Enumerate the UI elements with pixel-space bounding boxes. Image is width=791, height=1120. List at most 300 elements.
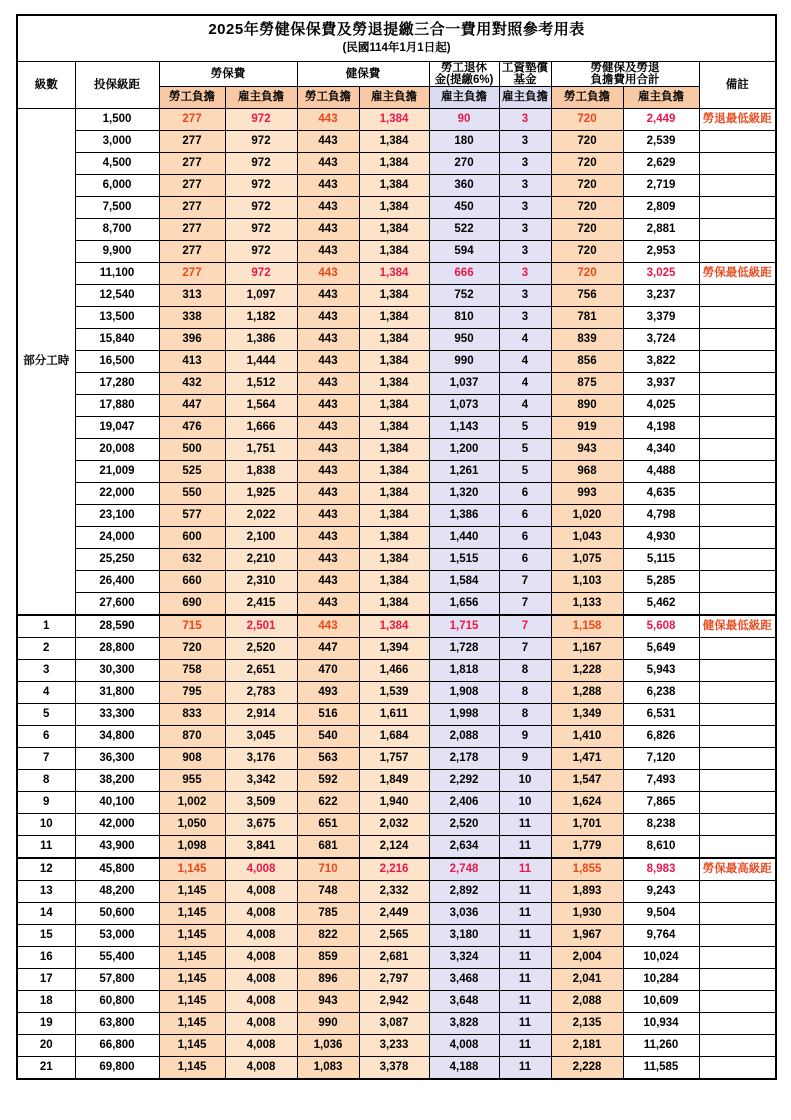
cell-labor-insurance-employer: 4,008: [225, 990, 297, 1012]
header-labor-pension: [429, 61, 499, 86]
cell-labor-pension: 1,200: [429, 438, 499, 460]
cell-total-employee: 1,167: [551, 637, 623, 659]
cell-level: 13: [17, 880, 75, 902]
cell-wage-arrears-fund: 6: [499, 504, 551, 526]
table-row: [17, 924, 776, 946]
cell-remark: [699, 946, 776, 968]
cell-health-insurance-employer: 1,384: [359, 416, 429, 438]
cell-health-insurance-employer: 1,384: [359, 284, 429, 306]
cell-labor-pension: 1,440: [429, 526, 499, 548]
table-row: [17, 284, 776, 306]
cell-total-employer: 7,493: [623, 769, 699, 791]
cell-health-insurance-employee: 681: [297, 835, 359, 858]
cell-remark: [699, 218, 776, 240]
cell-wage-arrears-fund: 5: [499, 438, 551, 460]
cell-health-insurance-employer: 1,384: [359, 394, 429, 416]
cell-total-employee: 919: [551, 416, 623, 438]
cell-remark: [699, 482, 776, 504]
cell-labor-insurance-employee: 396: [159, 328, 225, 350]
cell-labor-pension: 810: [429, 306, 499, 328]
cell-labor-insurance-employee: 1,145: [159, 1012, 225, 1034]
cell-wage-bracket: 12,540: [75, 284, 159, 306]
cell-labor-insurance-employer: 972: [225, 130, 297, 152]
cell-labor-insurance-employee: 277: [159, 196, 225, 218]
header-pension-employer: 雇主負擔: [429, 86, 499, 108]
cell-wage-bracket: 38,200: [75, 769, 159, 791]
cell-total-employer: 5,285: [623, 570, 699, 592]
cell-wage-bracket: 17,880: [75, 394, 159, 416]
cell-wage-arrears-fund: 3: [499, 218, 551, 240]
header-wage-arrears: [499, 61, 551, 86]
cell-labor-insurance-employee: 277: [159, 218, 225, 240]
cell-wage-bracket: 60,800: [75, 990, 159, 1012]
cell-level: 21: [17, 1056, 75, 1079]
cell-labor-insurance-employee: 313: [159, 284, 225, 306]
cell-labor-insurance-employee: 277: [159, 262, 225, 284]
cell-wage-arrears-fund: 11: [499, 990, 551, 1012]
cell-labor-pension: 3,648: [429, 990, 499, 1012]
cell-total-employee: 1,701: [551, 813, 623, 835]
cell-total-employee: 875: [551, 372, 623, 394]
cell-total-employer: 6,238: [623, 681, 699, 703]
cell-labor-pension: 2,406: [429, 791, 499, 813]
cell-labor-insurance-employer: 1,386: [225, 328, 297, 350]
cell-labor-insurance-employee: 1,002: [159, 791, 225, 813]
cell-health-insurance-employee: 1,036: [297, 1034, 359, 1056]
table-row: [17, 747, 776, 769]
cell-level: 19: [17, 1012, 75, 1034]
cell-remark: [699, 769, 776, 791]
cell-labor-pension: 752: [429, 284, 499, 306]
cell-remark: [699, 681, 776, 703]
table-row: [17, 196, 776, 218]
cell-labor-insurance-employee: 908: [159, 747, 225, 769]
cell-total-employer: 2,539: [623, 130, 699, 152]
cell-labor-insurance-employee: 338: [159, 306, 225, 328]
cell-remark: 勞退最低級距: [699, 108, 776, 130]
table-row: [17, 902, 776, 924]
cell-health-insurance-employer: 3,233: [359, 1034, 429, 1056]
cell-remark: 勞保最低級距: [699, 262, 776, 284]
cell-health-insurance-employee: 540: [297, 725, 359, 747]
cell-labor-insurance-employer: 2,520: [225, 637, 297, 659]
cell-health-insurance-employee: 785: [297, 902, 359, 924]
cell-labor-insurance-employee: 525: [159, 460, 225, 482]
cell-total-employee: 720: [551, 108, 623, 130]
cell-health-insurance-employer: 3,378: [359, 1056, 429, 1079]
cell-total-employer: 2,629: [623, 152, 699, 174]
cell-labor-pension: 990: [429, 350, 499, 372]
cell-total-employee: 720: [551, 130, 623, 152]
cell-wage-arrears-fund: 11: [499, 902, 551, 924]
cell-remark: [699, 968, 776, 990]
cell-wage-bracket: 40,100: [75, 791, 159, 813]
cell-total-employer: 9,504: [623, 902, 699, 924]
cell-labor-insurance-employee: 1,145: [159, 924, 225, 946]
cell-remark: [699, 174, 776, 196]
cell-labor-insurance-employee: 632: [159, 548, 225, 570]
table-row: [17, 460, 776, 482]
cell-labor-pension: 360: [429, 174, 499, 196]
table-row: [17, 1034, 776, 1056]
table-row: [17, 174, 776, 196]
table-row: [17, 858, 776, 881]
header-labor-pension-line1: 勞工退休: [441, 61, 487, 74]
cell-wage-arrears-fund: 11: [499, 946, 551, 968]
cell-labor-insurance-employee: 277: [159, 152, 225, 174]
cell-health-insurance-employer: 1,384: [359, 372, 429, 394]
cell-labor-insurance-employer: 4,008: [225, 880, 297, 902]
cell-total-employee: 1,855: [551, 858, 623, 881]
cell-total-employee: 1,410: [551, 725, 623, 747]
cell-wage-arrears-fund: 11: [499, 813, 551, 835]
cell-labor-pension: 1,656: [429, 592, 499, 615]
cell-wage-arrears-fund: 6: [499, 482, 551, 504]
cell-health-insurance-employee: 443: [297, 108, 359, 130]
cell-health-insurance-employee: 443: [297, 174, 359, 196]
cell-remark: [699, 791, 776, 813]
table-row: [17, 703, 776, 725]
cell-level: 5: [17, 703, 75, 725]
cell-health-insurance-employee: 470: [297, 659, 359, 681]
cell-health-insurance-employee: 443: [297, 592, 359, 615]
cell-health-insurance-employee: 443: [297, 394, 359, 416]
cell-wage-bracket: 63,800: [75, 1012, 159, 1034]
cell-total-employer: 7,120: [623, 747, 699, 769]
cell-labor-insurance-employee: 1,145: [159, 858, 225, 881]
cell-labor-insurance-employer: 3,176: [225, 747, 297, 769]
cell-labor-insurance-employee: 758: [159, 659, 225, 681]
cell-labor-insurance-employer: 1,564: [225, 394, 297, 416]
cell-wage-bracket: 27,600: [75, 592, 159, 615]
header-remark: 備註: [699, 61, 776, 108]
cell-labor-insurance-employer: 2,310: [225, 570, 297, 592]
cell-health-insurance-employer: 1,384: [359, 108, 429, 130]
cell-total-employer: 3,237: [623, 284, 699, 306]
cell-health-insurance-employee: 563: [297, 747, 359, 769]
cell-labor-insurance-employee: 577: [159, 504, 225, 526]
cell-wage-arrears-fund: 4: [499, 328, 551, 350]
cell-wage-bracket: 25,250: [75, 548, 159, 570]
cell-wage-arrears-fund: 10: [499, 769, 551, 791]
header-total-employee: 勞工負擔: [551, 86, 623, 108]
cell-remark: [699, 637, 776, 659]
cell-health-insurance-employer: 1,384: [359, 328, 429, 350]
cell-health-insurance-employer: 1,384: [359, 526, 429, 548]
cell-wage-bracket: 36,300: [75, 747, 159, 769]
cell-level: 3: [17, 659, 75, 681]
cell-labor-insurance-employee: 660: [159, 570, 225, 592]
cell-wage-arrears-fund: 8: [499, 703, 551, 725]
cell-total-employee: 720: [551, 152, 623, 174]
cell-wage-arrears-fund: 5: [499, 460, 551, 482]
cell-labor-insurance-employer: 3,841: [225, 835, 297, 858]
cell-total-employee: 1,547: [551, 769, 623, 791]
cell-total-employer: 4,488: [623, 460, 699, 482]
cell-total-employer: 3,937: [623, 372, 699, 394]
cell-total-employer: 5,943: [623, 659, 699, 681]
table-row: [17, 990, 776, 1012]
cell-health-insurance-employer: 2,797: [359, 968, 429, 990]
cell-total-employer: 4,930: [623, 526, 699, 548]
cell-wage-arrears-fund: 5: [499, 416, 551, 438]
cell-labor-pension: 594: [429, 240, 499, 262]
cell-level: 20: [17, 1034, 75, 1056]
cell-labor-insurance-employee: 1,145: [159, 990, 225, 1012]
cell-labor-pension: 3,036: [429, 902, 499, 924]
cell-wage-arrears-fund: 3: [499, 306, 551, 328]
cell-labor-insurance-employee: 1,145: [159, 1056, 225, 1079]
page-subtitle: (民國114年1月1日起): [342, 41, 451, 54]
cell-wage-arrears-fund: 3: [499, 284, 551, 306]
cell-total-employee: 1,158: [551, 615, 623, 638]
header-level: 級數: [17, 61, 75, 108]
cell-labor-insurance-employee: 277: [159, 174, 225, 196]
cell-labor-pension: 522: [429, 218, 499, 240]
header-combined-line1: 勞健保及勞退: [590, 61, 660, 74]
cell-total-employee: 720: [551, 174, 623, 196]
cell-labor-insurance-employee: 277: [159, 240, 225, 262]
cell-labor-pension: 1,584: [429, 570, 499, 592]
cell-health-insurance-employee: 651: [297, 813, 359, 835]
cell-total-employer: 5,649: [623, 637, 699, 659]
cell-health-insurance-employer: 1,384: [359, 504, 429, 526]
cell-wage-bracket: 9,900: [75, 240, 159, 262]
cell-health-insurance-employer: 1,384: [359, 306, 429, 328]
cell-labor-insurance-employee: 1,145: [159, 902, 225, 924]
cell-labor-insurance-employer: 2,415: [225, 592, 297, 615]
cell-wage-bracket: 53,000: [75, 924, 159, 946]
cell-wage-bracket: 50,600: [75, 902, 159, 924]
cell-labor-insurance-employer: 4,008: [225, 902, 297, 924]
cell-remark: 勞保最高級距: [699, 858, 776, 881]
cell-wage-bracket: 57,800: [75, 968, 159, 990]
table-row: [17, 725, 776, 747]
cell-level: 16: [17, 946, 75, 968]
group-label-part-time: 部分工時: [17, 108, 75, 615]
cell-level: 4: [17, 681, 75, 703]
header-combined: [551, 61, 699, 86]
cell-total-employer: 3,379: [623, 306, 699, 328]
cell-total-employer: 5,608: [623, 615, 699, 638]
cell-total-employee: 2,228: [551, 1056, 623, 1079]
cell-health-insurance-employee: 748: [297, 880, 359, 902]
cell-health-insurance-employee: 443: [297, 262, 359, 284]
cell-total-employer: 2,719: [623, 174, 699, 196]
cell-labor-insurance-employer: 2,022: [225, 504, 297, 526]
cell-labor-insurance-employer: 1,751: [225, 438, 297, 460]
table-row: [17, 372, 776, 394]
cell-remark: [699, 703, 776, 725]
cell-wage-bracket: 13,500: [75, 306, 159, 328]
cell-total-employer: 4,798: [623, 504, 699, 526]
cell-health-insurance-employee: 443: [297, 504, 359, 526]
cell-labor-insurance-employee: 720: [159, 637, 225, 659]
cell-health-insurance-employee: 493: [297, 681, 359, 703]
cell-labor-pension: 2,892: [429, 880, 499, 902]
cell-labor-insurance-employer: 1,182: [225, 306, 297, 328]
cell-wage-arrears-fund: 3: [499, 108, 551, 130]
table-row: [17, 659, 776, 681]
table-row: [17, 791, 776, 813]
cell-total-employee: 1,471: [551, 747, 623, 769]
cell-labor-insurance-employee: 432: [159, 372, 225, 394]
cell-health-insurance-employer: 1,940: [359, 791, 429, 813]
header-hi-employer: 雇主負擔: [359, 86, 429, 108]
cell-health-insurance-employee: 443: [297, 328, 359, 350]
cell-labor-insurance-employer: 4,008: [225, 968, 297, 990]
cell-total-employee: 781: [551, 306, 623, 328]
cell-remark: [699, 350, 776, 372]
table-row: [17, 130, 776, 152]
cell-level: 12: [17, 858, 75, 881]
cell-health-insurance-employer: 1,384: [359, 615, 429, 638]
cell-wage-bracket: 8,700: [75, 218, 159, 240]
cell-total-employee: 2,004: [551, 946, 623, 968]
cell-wage-bracket: 69,800: [75, 1056, 159, 1079]
cell-health-insurance-employer: 1,384: [359, 130, 429, 152]
cell-total-employee: 1,043: [551, 526, 623, 548]
cell-labor-pension: 450: [429, 196, 499, 218]
cell-total-employee: 2,135: [551, 1012, 623, 1034]
cell-health-insurance-employee: 710: [297, 858, 359, 881]
cell-wage-arrears-fund: 11: [499, 835, 551, 858]
cell-labor-insurance-employer: 2,100: [225, 526, 297, 548]
cell-wage-bracket: 45,800: [75, 858, 159, 881]
table-row: [17, 526, 776, 548]
table-row: [17, 1012, 776, 1034]
table-row: [17, 416, 776, 438]
cell-remark: [699, 504, 776, 526]
cell-labor-insurance-employee: 1,098: [159, 835, 225, 858]
cell-remark: [699, 196, 776, 218]
cell-level: 11: [17, 835, 75, 858]
header-wage-arrears-line2: 基金: [513, 73, 537, 86]
cell-wage-arrears-fund: 11: [499, 1056, 551, 1079]
cell-health-insurance-employer: 1,384: [359, 218, 429, 240]
cell-total-employer: 8,983: [623, 858, 699, 881]
cell-health-insurance-employee: 443: [297, 570, 359, 592]
cell-health-insurance-employer: 1,849: [359, 769, 429, 791]
cell-labor-insurance-employer: 972: [225, 218, 297, 240]
cell-health-insurance-employee: 443: [297, 526, 359, 548]
cell-labor-insurance-employer: 2,651: [225, 659, 297, 681]
cell-total-employee: 1,103: [551, 570, 623, 592]
cell-total-employer: 9,764: [623, 924, 699, 946]
title-cell: [17, 15, 776, 61]
cell-labor-pension: 1,515: [429, 548, 499, 570]
cell-health-insurance-employer: 2,565: [359, 924, 429, 946]
cell-remark: [699, 394, 776, 416]
cell-labor-pension: 2,178: [429, 747, 499, 769]
cell-labor-insurance-employer: 2,501: [225, 615, 297, 638]
cell-total-employee: 890: [551, 394, 623, 416]
header-wage-bracket: 投保級距: [75, 61, 159, 108]
cell-wage-arrears-fund: 4: [499, 394, 551, 416]
cell-health-insurance-employer: 1,384: [359, 592, 429, 615]
cell-remark: [699, 924, 776, 946]
cell-labor-insurance-employee: 1,145: [159, 880, 225, 902]
cell-labor-insurance-employer: 3,045: [225, 725, 297, 747]
cell-level: 7: [17, 747, 75, 769]
cell-wage-bracket: 1,500: [75, 108, 159, 130]
cell-wage-arrears-fund: 7: [499, 637, 551, 659]
cell-health-insurance-employee: 443: [297, 416, 359, 438]
cell-health-insurance-employee: 443: [297, 218, 359, 240]
cell-health-insurance-employer: 1,384: [359, 196, 429, 218]
cell-labor-pension: 2,520: [429, 813, 499, 835]
cell-labor-insurance-employee: 1,050: [159, 813, 225, 835]
cell-remark: [699, 152, 776, 174]
cell-labor-insurance-employer: 4,008: [225, 858, 297, 881]
cell-total-employee: 1,779: [551, 835, 623, 858]
cell-level: 6: [17, 725, 75, 747]
cell-health-insurance-employee: 443: [297, 482, 359, 504]
header-li-employee: 勞工負擔: [159, 86, 225, 108]
cell-health-insurance-employee: 896: [297, 968, 359, 990]
cell-level: 18: [17, 990, 75, 1012]
cell-labor-insurance-employee: 1,145: [159, 1034, 225, 1056]
cell-wage-bracket: 66,800: [75, 1034, 159, 1056]
table-row: [17, 108, 776, 130]
cell-labor-insurance-employer: 1,444: [225, 350, 297, 372]
cell-health-insurance-employee: 443: [297, 438, 359, 460]
cell-labor-pension: 3,180: [429, 924, 499, 946]
table-row: [17, 835, 776, 858]
page-title: 2025年勞健保保費及勞退提繳三合一費用對照參考用表: [208, 21, 585, 38]
cell-labor-pension: 1,143: [429, 416, 499, 438]
table-row: [17, 306, 776, 328]
cell-wage-bracket: 55,400: [75, 946, 159, 968]
cell-total-employer: 11,260: [623, 1034, 699, 1056]
cell-health-insurance-employee: 822: [297, 924, 359, 946]
cell-wage-bracket: 21,009: [75, 460, 159, 482]
cell-health-insurance-employee: 516: [297, 703, 359, 725]
cell-wage-arrears-fund: 3: [499, 240, 551, 262]
cell-total-employee: 1,967: [551, 924, 623, 946]
cell-remark: [699, 990, 776, 1012]
cell-remark: [699, 570, 776, 592]
cell-remark: [699, 372, 776, 394]
cell-wage-arrears-fund: 11: [499, 858, 551, 881]
cell-labor-pension: 4,008: [429, 1034, 499, 1056]
cell-total-employer: 4,025: [623, 394, 699, 416]
cell-level: 2: [17, 637, 75, 659]
cell-labor-pension: 3,324: [429, 946, 499, 968]
cell-remark: [699, 835, 776, 858]
header-labor-insurance: 勞保費: [159, 61, 297, 86]
cell-total-employee: 2,181: [551, 1034, 623, 1056]
cell-labor-pension: 2,748: [429, 858, 499, 881]
cell-wage-arrears-fund: 6: [499, 526, 551, 548]
premium-comparison-table: [16, 14, 777, 1080]
cell-labor-insurance-employer: 4,008: [225, 1056, 297, 1079]
cell-labor-insurance-employee: 795: [159, 681, 225, 703]
cell-labor-insurance-employee: 1,145: [159, 968, 225, 990]
cell-health-insurance-employer: 1,384: [359, 570, 429, 592]
cell-total-employer: 10,284: [623, 968, 699, 990]
header-hi-employee: 勞工負擔: [297, 86, 359, 108]
cell-level: 15: [17, 924, 75, 946]
table-row: [17, 350, 776, 372]
table-row: [17, 615, 776, 638]
cell-wage-bracket: 28,590: [75, 615, 159, 638]
cell-health-insurance-employee: 443: [297, 306, 359, 328]
cell-wage-arrears-fund: 7: [499, 615, 551, 638]
cell-remark: [699, 130, 776, 152]
table-row: [17, 681, 776, 703]
cell-wage-bracket: 15,840: [75, 328, 159, 350]
